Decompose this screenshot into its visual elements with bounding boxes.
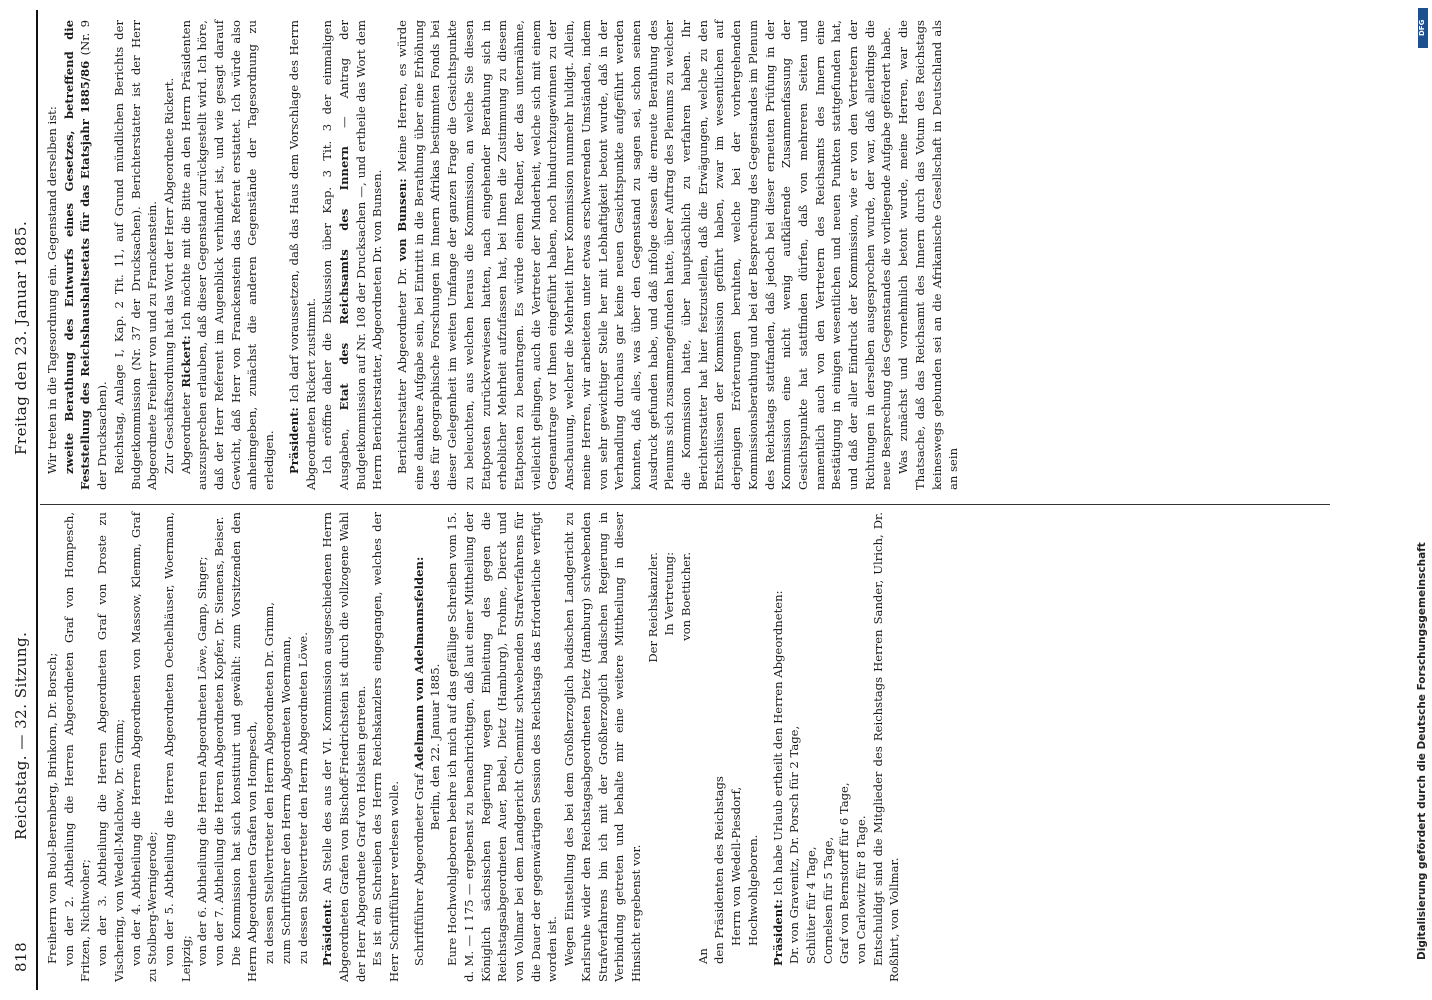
paragraph: Der Reichskanzler. xyxy=(645,552,660,663)
paragraph: von der 2. Abtheilung die Herren Abgeordneten Graf von Hompesch, Fritzen, Nichtwoher; xyxy=(61,512,93,982)
column-separator xyxy=(40,504,1330,505)
paragraph: von der 4. Abtheilung die Herren Abgeordneten von Massow, Klemm, Graf zu Stolberg-Wernigerode; xyxy=(128,512,160,982)
paragraph-gap xyxy=(403,512,411,982)
paragraph: Graf von Bernstorff für 6 Tage, xyxy=(837,782,852,964)
running-head: Reichstag. — 32. Sitzung. xyxy=(12,631,30,840)
paragraph: von der 7. Abtheilung die Herren Abgeordneten Kopfer, Dr. Siemens, Beiser. xyxy=(212,516,227,966)
paragraph: von Carlowitz für 8 Tage. xyxy=(854,815,869,964)
paragraph-gap xyxy=(278,20,286,490)
dfg-logo-icon: DFG xyxy=(1418,8,1428,48)
left-column xyxy=(44,512,903,982)
paragraph: Zur Geschäftsordnung hat das Wort der Herr Abgeordnete Rickert. xyxy=(161,77,176,474)
paragraph: zweite Berathung des Entwurfs eines Gesetzes, betreffend die Feststellung des Reichshaushaltsetats für das Etatsjahr 1885/86 (Nr. 9 der Drucksachen). xyxy=(61,20,110,490)
paragraph-gap xyxy=(386,20,394,490)
paragraph: von Boetticher. xyxy=(679,552,694,641)
paragraph: Präsident: An Stelle des aus der VI. Kommission ausgeschiedenen Herrn Abgeordneten Grafen von Bischoff-Friedrichstein ist durch die vollzogene Wahl der Herr Abgeordnete Graf von Holstein getreten. xyxy=(320,512,368,982)
paragraph: Es ist ein Schreiben des Herrn Reichskanzlers eingegangen, welches der Herr Schriftführer verlesen wolle. xyxy=(370,512,402,982)
paragraph: zu dessen Stellvertreter den Herrn Abgeordneten Löwe. xyxy=(295,632,310,964)
paragraph: Präsident: Ich darf voraussetzen, daß das Haus dem Vorschlage des Herrn Abgeordneten Rickert zustimmt. xyxy=(286,20,318,490)
paragraph: Schriftführer Abgeordneter Graf Adelmann von Adelmannsfelden: xyxy=(411,556,426,966)
paragraph: In Vertretung: xyxy=(662,552,677,636)
paragraph: Abgeordneter Rickert: Ich möchte mit die Bitte an den Herrn Präsidenten auszusprechen erlauben, daß dieser Gegenstand zurückgestellt wird. Ich höre, daß der Herr Referent im Augenblick verhindert ist, und wie gesagt darauf Gewicht, daß Herr von Franckenstein das Referat erstattet. Ich würde also anheimgeben, zunächst die anderen Gegenstände der Tagesordnung zu erledigen. xyxy=(178,20,277,490)
paragraph: von der 3. Abtheilung die Herren Abgeordneten Graf von Droste zu Vischering, von Wedell-Malchow, Dr. Grimm; xyxy=(95,512,126,982)
paragraph: von der 5. Abtheilung die Herren Abgeordneten Oechelhäuser, Woermann, Leipzig; xyxy=(161,512,193,982)
header-rule xyxy=(36,10,38,990)
paragraph: zu dessen Stellvertreter den Herrn Abgeordneten Dr. Grimm, xyxy=(262,602,277,964)
paragraph: Berichterstatter Abgeordneter Dr. von Bunsen: Meine Herren, es würde eine dankbare Aufgabe sein, bei Eintritt in die Berathung über eine Erhöhung des für geographische Forschungen im Innern Afrikas bestimmten Fonds bei dieser Gelegenheit im weiten Umfange der ganzen Frage die Gesichtspunkte zu beleuchten, aus welchen heraus die Kommission, an welche Sie diesen Etatposten zurückverwiesen hatten, nach eingehender Berathung sich in erheblicher Mehrheit aufzufassen hat, bei Ihnen die Zustimmung zu diesem Etatposten zu beantragen. Es würde einem Redner, der das unternähme, vielleicht gelingen, auch die Vertreter der Minderheit, welche sich mit einem Gegenantrage vor Ihnen eingeführt haben, noch hindurchzugewinnen zu der Anschauung, welcher die Mehrheit Ihrer Kommission nunmehr huldigt. Allein, meine Herren, wir arbeiteten unter etwas erschwerenden Umständen, indem von sehr gewichtiger Stelle her mit Lebhaftigkeit betont wurde, daß in der Verhandlung durchaus gar keine neuen Gesichtspunkte aufgeführt werden konnten, daß alles, was über den Gegenstand zu sagen sei, schon seinen Ausdruck gefunden habe, und daß infolge dessen die erneute Berathung des Plenums sich zusammengefunden hatte, über Auftrag des Plenums zu welcher die Kommission hatte, über hauptsächlich zu verfahren haben. Ihr Berichterstatter hat hier festzustellen, daß die Erwägungen, welche zu den Entschlüssen der Kommission geführt haben, zwar im wesentlichen auf derjenigen Erörterungen beruhten, welche bei der vorhergehenden Kommissionsberathung und bei der Besprechung des Gegenstandes im Plenum des Reichstags stattfanden, daß jedoch bei dieser erneuten Prüfung in der Kommission eine nicht wenig aufklärende Zusammenfassung der Gesichtspunkte hat stattfinden dürfen, daß von mehreren Seiten und namentlich auch von den Vertretern des Reichsamts des Innern eine Bestätigung in einigen wesentlichen und neuen Punkten stattgefunden hat, und daß der aller Eindruck der Kommission, wie er von den Vertretern der Richtungen in derselben ausgesprochen wurde, der war, daß allerdings die neue Besprechung des Gegenstandes die vorliegende Aufgabe gefördert habe. xyxy=(395,20,894,490)
paragraph: Eure Hochwohlgeboren beehre ich mich auf das gefällige Schreiben vom 15. d. M. — I 175 — ergebenst zu benachrichtigen, daß laut einer Mittheilung der Königlich sächsischen Regierung wegen Einleitung des gegen die Reichstagsabgeordneten Auer, Bebel, Dietz (Hamburg), Frohme, Dierck und von Vollmar bei dem Landgericht Chemnitz schwebenden Strafverfahrens für die Dauer der gegenwärtigen Session des Reichstags das Erforderliche verfügt worden ist. xyxy=(445,512,560,982)
paragraph: Wir treten in die Tagesordnung ein. Gegenstand derselben ist: xyxy=(45,106,59,474)
paragraph: An xyxy=(695,948,710,964)
paragraph: Dr. von Gravenitz, Dr. Porsch für 2 Tage, xyxy=(787,725,802,964)
page-number: 818 xyxy=(12,941,30,972)
paragraph: Ich eröffne daher die Diskussion über Kap. 3 Tit. 3 der einmaligen Ausgaben, Etat des Reichsamts des Innern — Antrag der Budgetkommission auf Nr. 108 der Drucksachen —, und ertheile das Wort dem Herrn Berichterstatter, Abgeordneten Dr. von Bunsen. xyxy=(320,20,385,490)
paragraph-gap xyxy=(311,512,319,982)
paragraph-gap xyxy=(762,512,770,982)
right-column xyxy=(44,20,962,490)
paragraph: Die Kommission hat sich konstituirt und gewählt: zum Vorsitzenden den Herrn Abgeordneten Grafen von Hompesch, xyxy=(228,512,260,982)
paragraph: Präsident: Ich habe Urlaub ertheilt den Herren Abgeordneten: xyxy=(770,590,785,966)
paragraph: Schlüter für 4 Tage, xyxy=(803,846,818,964)
digitization-credit: Digitalisierung gefördert durch die Deutsche Forschungsgemeinschaft xyxy=(1416,542,1428,960)
paragraph: den Präsidenten des Reichstags xyxy=(712,776,727,964)
paragraph: Was zunächst und vornehmlich betont wurde, meine Herren, war die Thatsache, daß das Reichsamt des Innern durch das Votum des Reichstags keineswegs gebunden sei an die Afrikanische Gesellschaft in Deutschland als an sein xyxy=(896,20,961,490)
paragraph: Hochwohlgeboren. xyxy=(745,834,760,946)
paragraph: von der 6. Abtheilung die Herren Abgeordneten Löwe, Gamp, Singer; xyxy=(195,556,210,966)
paragraph: Cornelsen für 5 Tage, xyxy=(820,836,835,964)
paragraph: Entschuldigt sind die Mitglieder des Reichstags Herren Sander, Ulrich, Dr. Roßhirt, von Vollmar. xyxy=(870,512,902,982)
paragraph: Reichstag, Anlage I, Kap. 2 Tit. 11, auf Grund mündlichen Berichts der Budgetkommission (Nr. 37 der Drucksachen). Berichterstatter ist der Herr Abgeordnete Freiherr von und zu Franckenstein. xyxy=(111,20,160,490)
paragraph: Herrn von Wedell-Piesdorf, xyxy=(729,786,744,946)
paragraph: zum Schriftführer den Herrn Abgeordneten Woermann, xyxy=(278,636,293,964)
paragraph: Berlin, den 22. Januar 1885. xyxy=(428,663,443,831)
paragraph: Freiherrn von Buol-Berenberg, Brinkorn, Dr. Borsch; xyxy=(45,652,59,964)
date-line: Freitag den 23. Januar 1885. xyxy=(12,220,30,455)
paragraph: Wegen Einstellung des bei dem Großherzoglich badischen Landgericht zu Karlsruhe wider den Reichstagsabgeordneten Dietz (Hamburg) schwebenden Strafverfahrens bin ich mit der Großherzoglich badischen Regierung in Verbindung getreten und behalte mir eine weitere Mittheilung in dieser Hinsicht ergebenst vor. xyxy=(562,512,643,982)
